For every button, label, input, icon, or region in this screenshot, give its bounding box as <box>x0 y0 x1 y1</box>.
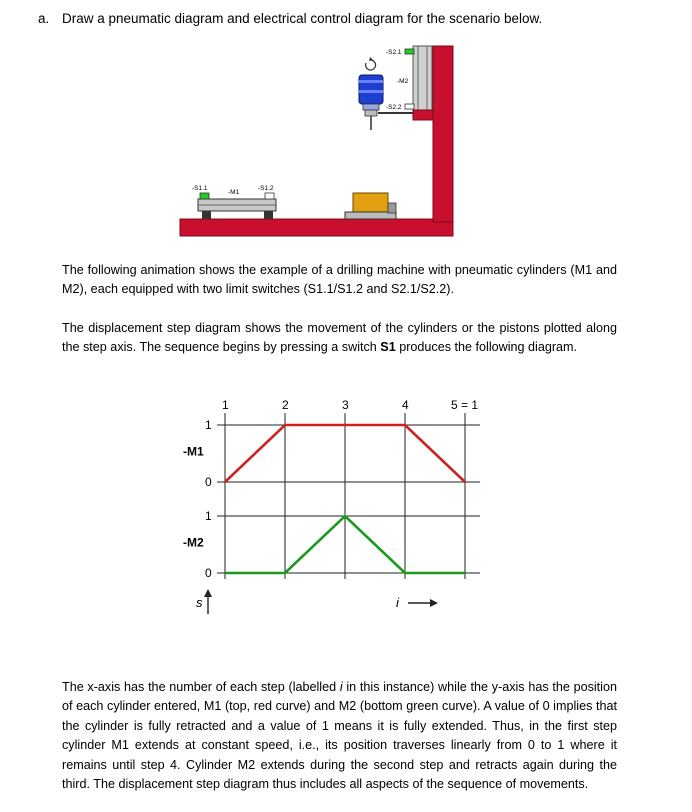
x-axis-arrowhead-icon <box>430 599 438 607</box>
step-label-5: 5 = 1 <box>451 398 479 412</box>
paragraph-explanation-text-a: The x-axis has the number of each step (labelled <box>62 680 340 694</box>
s22-label: -S2.2 <box>386 104 402 111</box>
workpiece <box>353 193 388 213</box>
y-axis-symbol: s <box>196 595 203 610</box>
paragraph-step-diagram <box>62 319 617 358</box>
s12-switch <box>265 193 274 199</box>
paragraph-explanation <box>62 678 617 794</box>
question-text: Draw a pneumatic diagram and electrical control diagram for the scenario below. <box>62 11 543 26</box>
s21-switch <box>405 49 414 54</box>
machine-base <box>180 219 453 236</box>
paragraph-explanation-text-b: in this instance) while the y-axis has the position of each cylinder entered, M1 (top, red curve) and M2 (bottom green curve). A value of 0 implies that the cylinder is fully retracted and a value of 1 means it is fully extended. Thus, in the first step cylinder M1 extends at constant speed, i.e., its position traverses linearly from 0 to 1 where it remains until step 4. Cylinder M2 extends during the second step and retracts again during the third. The displacement step diagram thus includes all aspects of the sequence of movements. <box>62 680 617 792</box>
series-1-y-tick-0: 0 <box>205 475 212 489</box>
s22-switch <box>405 104 414 109</box>
drilling-machine-illustration <box>0 0 692 250</box>
step-label-2: 2 <box>282 398 289 412</box>
m2-guide-rail <box>413 46 432 114</box>
x-axis-symbol: i <box>396 595 399 610</box>
question-label: a. <box>38 11 50 26</box>
displacement-step-diagram <box>150 388 500 628</box>
m1-label: -M1 <box>228 189 240 196</box>
series-1-y-tick-1: 1 <box>205 418 212 432</box>
step-label-4: 4 <box>402 398 409 412</box>
s11-label: -S1.1 <box>192 185 208 192</box>
s21-label: -S2.1 <box>386 49 402 56</box>
drill-motor <box>359 75 383 104</box>
drill-chuck <box>365 110 377 116</box>
m2-label: -M2 <box>397 78 409 85</box>
series-name-1: -M1 <box>183 444 204 459</box>
series-2-y-tick-0: 0 <box>205 566 212 580</box>
axis-symbol-i: i <box>339 680 343 694</box>
machine-column <box>433 46 453 222</box>
series-2-y-tick-1: 1 <box>205 509 212 523</box>
step-label-1: 1 <box>222 398 229 412</box>
paragraph-step-diagram-text-b: produces the following diagram. <box>395 340 578 355</box>
step-label-3: 3 <box>342 398 349 412</box>
paragraph-step-diagram-text-a: The displacement step diagram shows the movement of the cylinders or the pistons plotted along the step axis. The sequence begins by pressing a switch <box>62 321 617 355</box>
paragraph-intro-text: The following animation shows the example of a drilling machine with pneumatic cylinders (M1 and M2), each equipped with two limit switches (S1.1/S1.2 and S2.1/S2.2). <box>62 263 617 297</box>
s12-label: -S1.2 <box>258 185 274 192</box>
switch-s1-label: S1 <box>380 340 396 355</box>
paragraph-intro <box>62 261 617 300</box>
s11-switch <box>200 193 209 199</box>
y-axis-arrowhead-icon <box>204 589 212 597</box>
series-name-2: -M2 <box>183 535 204 550</box>
rotation-arrow-icon <box>366 60 376 70</box>
